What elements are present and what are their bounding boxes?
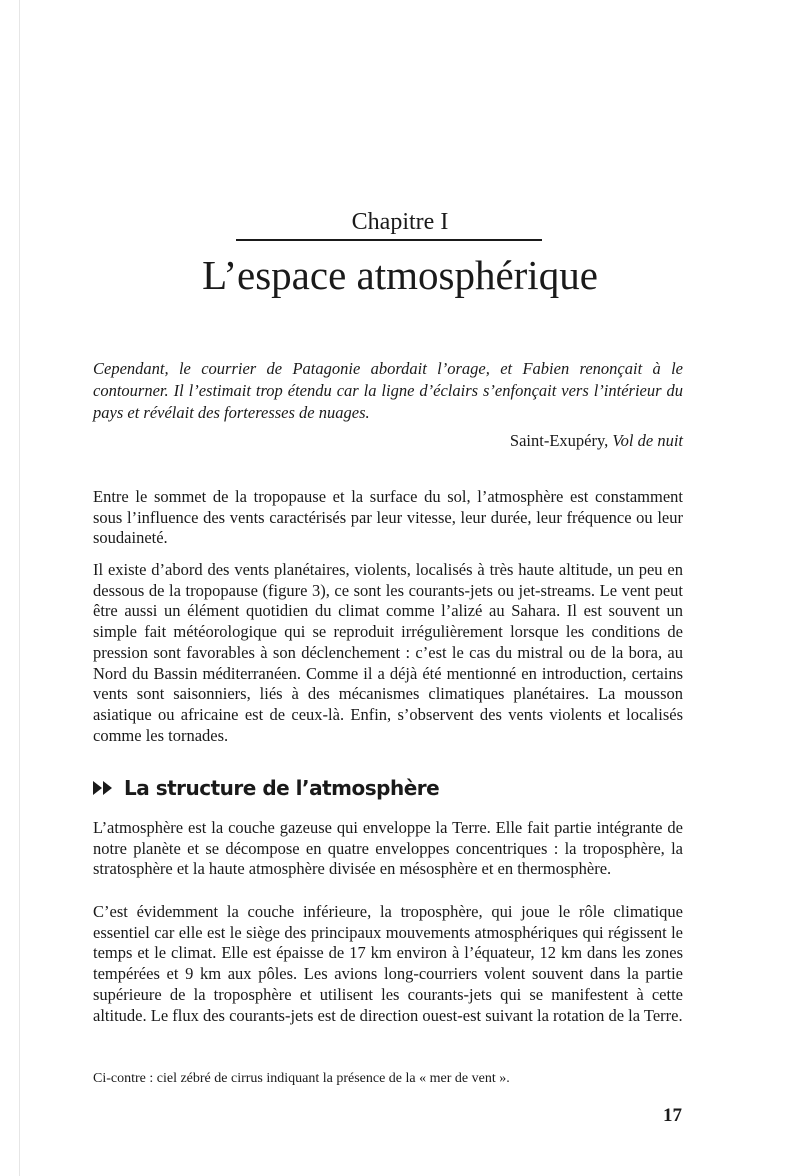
intro-paragraph: Il existe d’abord des vents planétaires, violents, localisés à très haute altitude, un peu en dessous de la tropopause (figure 3), ce sont les courants-jets ou jet-streams. Le vent peut être aussi un élément quotidien du climat comme l’alizé au Sahara. Il est souvent un simple fait météorologique qui se reproduit irrégulièrement lorsque les conditions de pression sont favorables à son déclenchement : c’est le cas du mistral ou de la bora, au Nord du Bassin méditerranéen. Comme il a déjà été mentionné en introduction, certains vents sont saisonniers, liés à des mécanismes climatiques planétaires. La mousson asiatique ou africaine est de ceux-là. Enfin, s’observent des vents violents et localisés comme les tornades. (93, 560, 683, 745)
intro-paragraph: Entre le sommet de la tropopause et la surface du sol, l’atmosphère est constamment sous l’influence des vents caractérisés par leur vitesse, leur durée, leur fréquence ou leur soudaineté. (93, 487, 683, 548)
page-number: 17 (663, 1105, 682, 1126)
epigraph-author: Saint-Exupéry, (509, 431, 609, 450)
section-paragraph: C’est évidemment la couche inférieure, la troposphère, qui joue le rôle climatique essentiel car elle est le siège des principaux mouvements atmosphériques qui régissent le temps et le climat. Elle est épaisse de 17 km environ à l’équateur, 12 km dans les zones tempérées et 9 km aux pôles. Les avions long-courriers volent souvent dans la partie supérieure de la troposphère et utilisent les courants-jets qui se manifestent à cette altitude. Le flux des courants-jets est de direction ouest-est suivant la rotation de la Terre. (93, 902, 683, 1025)
chapter-rule (236, 239, 542, 241)
section-title: La structure de l’atmosphère (124, 776, 440, 800)
epigraph-quote: Cependant, le courrier de Patagonie abordait l’orage, et Fabien renonçait à le contourner. Il l’estimait trop étendu car la ligne d’éclairs s’enfonçait vers l’intérieur du pays et révélait des forteresses de nuages. (93, 359, 683, 422)
chapter-label: Chapitre I (351, 209, 449, 235)
page-edge-line (19, 0, 20, 1176)
epigraph-work: Vol de nuit (612, 431, 683, 450)
figure-caption: Ci-contre : ciel zébré de cirrus indiquant la présence de la « mer de vent ». (93, 1071, 510, 1086)
double-chevron-right-icon (93, 781, 114, 795)
chapter-title: L’espace atmosphérique (202, 252, 598, 298)
section-paragraph: L’atmosphère est la couche gazeuse qui enveloppe la Terre. Elle fait partie intégrante de notre planète et se décompose en quatre enveloppes concentriques : la troposphère, la stratosphère et la haute atmosphère divisée en mésosphère et en thermosphère. (93, 818, 683, 879)
section-heading (93, 772, 683, 804)
epigraph-attribution (93, 430, 683, 452)
